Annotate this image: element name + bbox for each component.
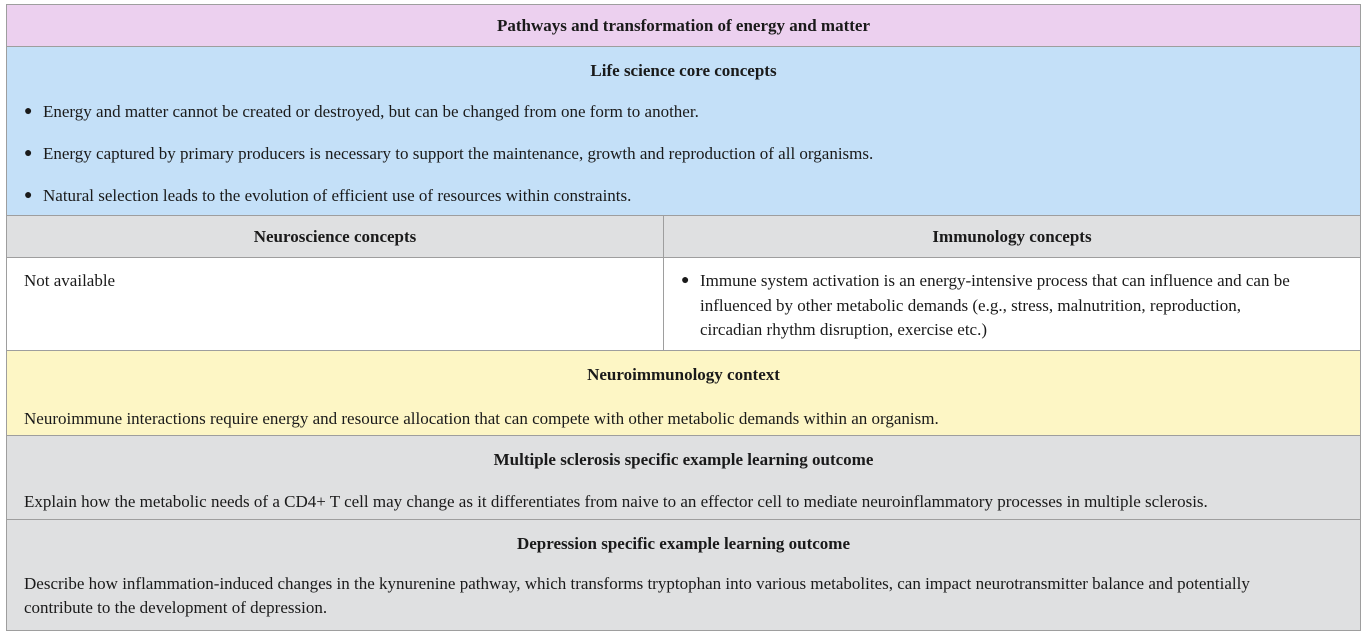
depression-body: Describe how inflammation-induced changes in the kynurenine pathway, which transforms tryptophan into various metabolites, can impact neurotransmitter balance and potentially contribute to the development of depression. bbox=[24, 574, 1250, 617]
neuroscience-body-cell bbox=[7, 258, 664, 350]
immunology-item-text: Immune system activation is an energy-intensive process that can influence and can be influenced by other metabolic demands (e.g., stress, malnutrition, reproduction, circadian rhythm disruption, exercise etc.) bbox=[700, 271, 1290, 339]
context-heading: Neuroimmunology context bbox=[587, 365, 780, 384]
depression-outcome-row bbox=[7, 520, 1360, 630]
immunology-body-cell bbox=[664, 258, 1360, 350]
core-item-text: Energy and matter cannot be created or destroyed, but can be changed from one form to another. bbox=[43, 102, 699, 121]
bullet-icon: ● bbox=[24, 188, 33, 203]
core-list-item bbox=[24, 101, 1350, 123]
concepts-body-row bbox=[7, 258, 1360, 351]
immunology-heading: Immunology concepts bbox=[932, 226, 1092, 246]
bullet-icon: ● bbox=[681, 273, 690, 288]
core-list-item bbox=[24, 143, 1350, 165]
life-science-core-row bbox=[7, 47, 1360, 216]
table-title-row bbox=[7, 5, 1360, 47]
ms-outcome-row bbox=[7, 436, 1360, 520]
neuroscience-header-cell bbox=[7, 216, 664, 257]
context-body: Neuroimmune interactions require energy and resource allocation that can compete with other metabolic demands within an organism. bbox=[24, 409, 939, 428]
immunology-header-cell bbox=[664, 216, 1360, 257]
core-list-item bbox=[24, 185, 1350, 207]
ms-body: Explain how the metabolic needs of a CD4+ T cell may change as it differentiates from naive to an effector cell to mediate neuroinflammatory processes in multiple sclerosis. bbox=[24, 492, 1208, 511]
life-science-heading: Life science core concepts bbox=[590, 61, 777, 80]
neuroscience-heading: Neuroscience concepts bbox=[253, 226, 417, 246]
concept-table bbox=[6, 4, 1361, 631]
ms-heading: Multiple sclerosis specific example learning outcome bbox=[493, 450, 874, 469]
bullet-icon: ● bbox=[24, 146, 33, 161]
table-title: Pathways and transformation of energy and matter bbox=[496, 15, 871, 35]
core-item-text: Energy captured by primary producers is necessary to support the maintenance, growth and reproduction of all organisms. bbox=[43, 144, 874, 163]
neuroimmunology-context-row bbox=[7, 351, 1360, 436]
depression-heading: Depression specific example learning outcome bbox=[516, 534, 851, 553]
core-item-text: Natural selection leads to the evolution of efficient use of resources within constraints. bbox=[43, 186, 632, 205]
neuroscience-body: Not available bbox=[24, 271, 116, 290]
bullet-icon: ● bbox=[24, 104, 33, 119]
concepts-header-row bbox=[7, 216, 1360, 258]
